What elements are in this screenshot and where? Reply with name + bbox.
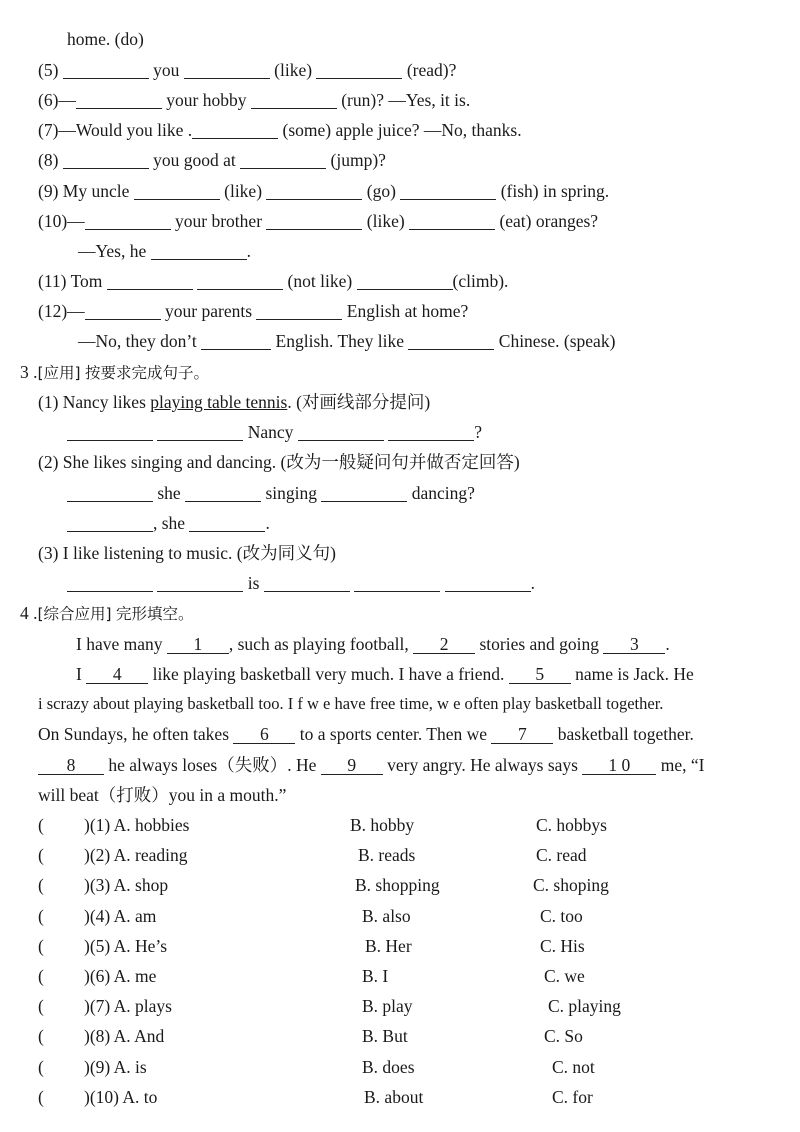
answer-paren[interactable]: (	[38, 1026, 44, 1047]
option-b: B. Her	[365, 935, 412, 956]
option-a: )(6) A. me	[84, 966, 157, 986]
section4-heading: 4 .[综合应用] 完形填空。	[20, 603, 194, 623]
q6: (6)— your hobby (run)? —Yes, it is.	[38, 90, 471, 110]
option-c: C. for	[552, 1086, 593, 1107]
cloze-line6: will beat（打败）you in a mouth.”	[38, 785, 287, 805]
answer-blank[interactable]	[256, 301, 342, 320]
answer-blank[interactable]	[67, 483, 153, 502]
option-b: B. also	[362, 905, 411, 926]
s3-item2-answer: she singing dancing?	[67, 482, 475, 504]
option-a: )(8) A. And	[84, 1026, 165, 1047]
answer-blank[interactable]	[240, 150, 326, 169]
cloze-blank[interactable]: 5	[509, 665, 571, 684]
q12: (12)— your parents English at home?	[38, 301, 469, 321]
section3-heading: 3 .[应用] 按要求完成句子。	[20, 362, 209, 382]
option-a: )(1) A. hobbies	[84, 815, 190, 835]
answer-blank[interactable]	[445, 573, 531, 592]
cloze-blank[interactable]: 9	[321, 756, 383, 775]
answer-blank[interactable]	[316, 60, 402, 79]
q12-answer: —No, they don’t English. They like Chinese. (speak)	[78, 331, 616, 351]
answer-blank[interactable]	[63, 60, 149, 79]
cloze-line4: On Sundays, he often takes 6 to a sports center. Then we 7 basketball together.	[38, 724, 694, 744]
answer-blank[interactable]	[388, 422, 474, 441]
s3-item1: (1) Nancy likes playing table tennis. (对画线部分提问)	[38, 392, 431, 412]
q7: (7)—Would you like . (some) apple juice? —No, thanks.	[38, 120, 522, 140]
option-a: )(3) A. shop	[84, 875, 169, 896]
option-a: )(10) A. to	[84, 1086, 158, 1107]
answer-blank[interactable]	[354, 573, 440, 592]
answer-paren[interactable]: (	[38, 905, 44, 926]
answer-blank[interactable]	[67, 513, 153, 532]
line-top: home. (do)	[67, 29, 144, 49]
answer-paren[interactable]: (	[38, 1086, 44, 1107]
cloze-line5: 8 he always loses（失败）. He 9 very angry. He always says 1 0 me, “I	[38, 754, 704, 776]
cloze-blank[interactable]: 1	[167, 635, 229, 654]
cloze-line2: I 4 like playing basketball very much. I have a friend. 5 name is Jack. He	[76, 664, 694, 684]
option-c: C. hobbys	[536, 815, 607, 835]
cloze-blank[interactable]: 7	[491, 725, 553, 744]
option-b: B. shopping	[355, 875, 440, 896]
answer-blank[interactable]	[201, 331, 257, 350]
answer-blank[interactable]	[298, 422, 384, 441]
s3-item2-reply: , she .	[67, 512, 270, 534]
s3-item2: (2) She likes singing and dancing. (改为一般疑问句并做否定回答)	[38, 452, 520, 472]
option-c: C. read	[536, 845, 587, 866]
cloze-blank[interactable]: 8	[38, 756, 104, 775]
answer-blank[interactable]	[251, 90, 337, 109]
answer-blank[interactable]	[189, 513, 265, 532]
s3-item1-answer: Nancy ?	[67, 421, 482, 443]
answer-blank[interactable]	[264, 573, 350, 592]
answer-blank[interactable]	[157, 422, 243, 441]
answer-blank[interactable]	[85, 211, 171, 230]
cloze-line3: i scrazy about playing basketball too. I f w e have free time, w e often play basketball together.	[38, 694, 664, 713]
s3-item3-answer: is .	[67, 572, 535, 594]
option-b: B. But	[362, 1026, 408, 1047]
option-c: C. not	[552, 1056, 595, 1077]
cloze-blank[interactable]: 3	[603, 635, 665, 654]
option-c: C. playing	[548, 996, 621, 1017]
option-c: C. too	[540, 905, 583, 926]
option-a: )(2) A. reading	[84, 845, 188, 866]
option-b: B. about	[364, 1086, 424, 1107]
s3-item3: (3) I like listening to music. (改为同义句)	[38, 543, 336, 563]
answer-paren[interactable]: (	[38, 935, 44, 956]
answer-blank[interactable]	[266, 181, 362, 200]
answer-blank[interactable]	[192, 120, 278, 139]
answer-blank[interactable]	[107, 271, 193, 290]
option-b: B. play	[362, 996, 413, 1017]
option-b: B. does	[362, 1056, 415, 1077]
answer-blank[interactable]	[134, 181, 220, 200]
cloze-blank[interactable]: 4	[86, 665, 148, 684]
cloze-blank[interactable]: 6	[233, 725, 295, 744]
answer-paren[interactable]: (	[38, 996, 44, 1017]
answer-blank[interactable]	[157, 573, 243, 592]
answer-paren[interactable]: (	[38, 875, 44, 896]
q11: (11) Tom (not like) (climb).	[38, 271, 509, 291]
cloze-blank[interactable]: 2	[413, 635, 475, 654]
answer-blank[interactable]	[67, 422, 153, 441]
answer-blank[interactable]	[400, 181, 496, 200]
option-a: )(5) A. He’s	[84, 935, 168, 956]
option-c: C. shoping	[533, 875, 609, 896]
q10-answer: —Yes, he .	[78, 241, 251, 261]
answer-blank[interactable]	[185, 483, 261, 502]
option-b: B. hobby	[350, 815, 415, 835]
option-b: B. reads	[358, 845, 416, 866]
answer-blank[interactable]	[257, 331, 271, 350]
option-a: )(7) A. plays	[84, 996, 172, 1017]
answer-blank[interactable]	[197, 271, 283, 290]
answer-paren[interactable]: (	[38, 966, 44, 986]
answer-blank[interactable]	[321, 483, 407, 502]
option-b: B. I	[362, 966, 389, 986]
option-c: C. His	[540, 935, 585, 956]
option-a: )(9) A. is	[84, 1056, 147, 1077]
answer-blank[interactable]	[63, 150, 149, 169]
answer-blank[interactable]	[67, 573, 153, 592]
cloze-line1: I have many 1 , such as playing football, 2 stories and going 3 .	[76, 634, 670, 654]
answer-blank[interactable]	[357, 271, 453, 290]
answer-paren[interactable]: (	[38, 1056, 44, 1077]
answer-blank[interactable]	[408, 331, 494, 350]
option-c: C. So	[544, 1026, 583, 1047]
answer-blank[interactable]	[184, 60, 270, 79]
q8: (8) you good at (jump)?	[38, 150, 386, 170]
cloze-blank[interactable]: 1 0	[582, 756, 656, 775]
answer-blank[interactable]	[85, 301, 161, 320]
option-c: C. we	[544, 966, 585, 986]
answer-paren[interactable]: (	[38, 815, 44, 835]
answer-paren[interactable]: (	[38, 845, 44, 866]
option-a: )(4) A. am	[84, 905, 157, 926]
answer-blank[interactable]	[76, 90, 162, 109]
answer-blank[interactable]	[266, 211, 362, 230]
answer-blank[interactable]	[409, 211, 495, 230]
q9: (9) My uncle (like) (go) (fish) in spring.	[38, 181, 610, 201]
q10: (10)— your brother (like) (eat) oranges?	[38, 211, 599, 231]
answer-blank[interactable]	[151, 241, 247, 260]
q5: (5) you (like) (read)?	[38, 60, 457, 80]
